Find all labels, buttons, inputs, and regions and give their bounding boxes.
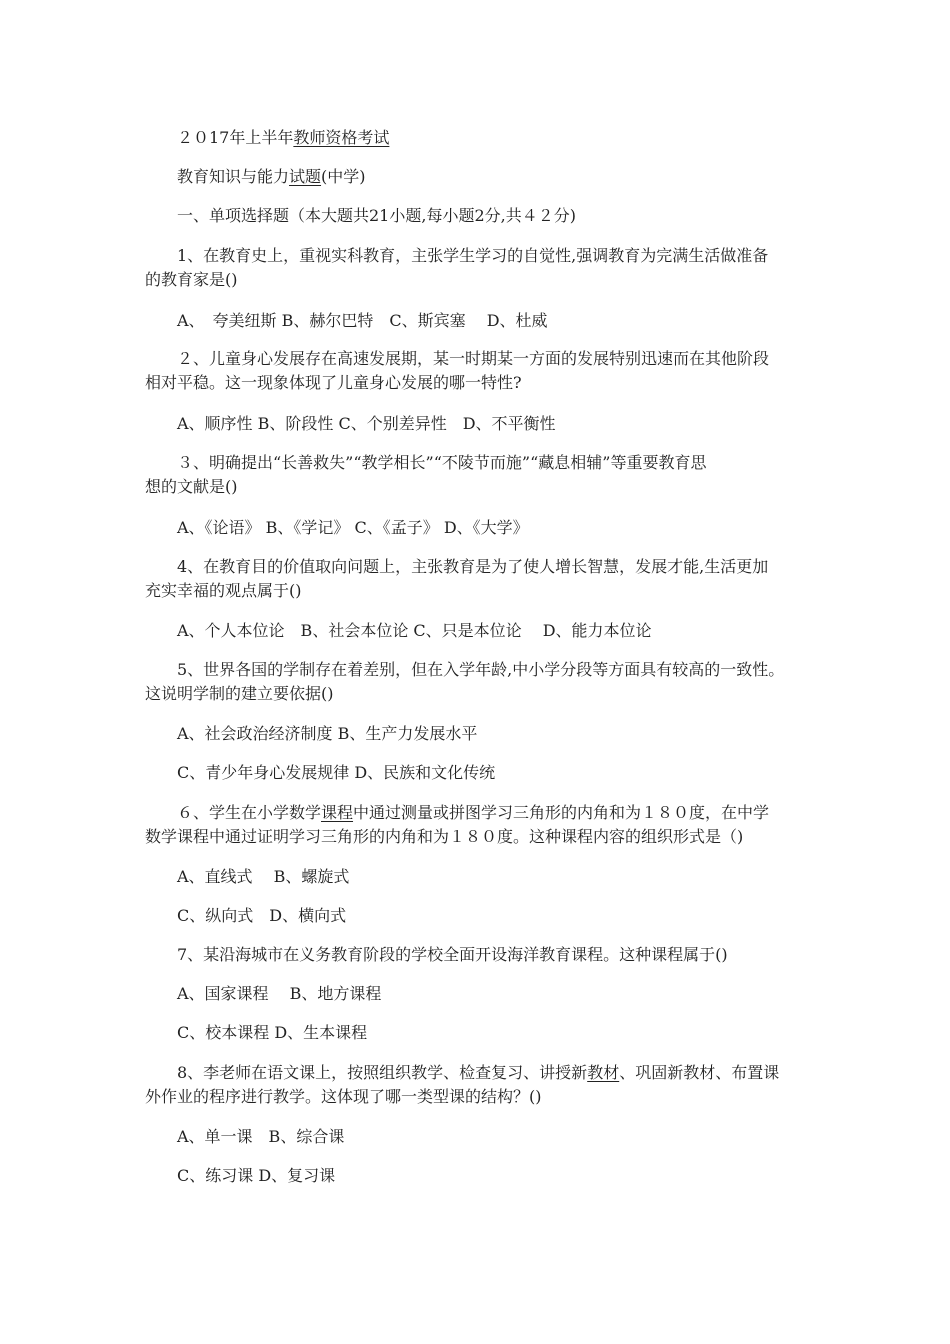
question-8-stem-suffix: 、巩固新教材、布置课 — [619, 1063, 780, 1082]
question-1-options: A、 夸美纽斯 B、赫尔巴特 C、斯宾塞 D、杜威 — [177, 311, 548, 330]
question-8-stem-line2: 外作业的程序进行教学。这体现了哪一类型课的结构？() — [145, 1087, 542, 1106]
question-8-stem — [145, 1061, 810, 1109]
question-3-options: A、《论语》 B、《学记》 C、《孟子》 D、《大学》 — [177, 518, 529, 537]
question-6-stem-line2: 数学课程中通过证明学习三角形的内角和为１８０度。这种课程内容的组织形式是（) — [145, 827, 744, 846]
question-1-stem — [145, 244, 810, 292]
question-8-stem-line1 — [145, 1061, 810, 1085]
question-1-stem-line1: 1、在教育史上，重视实科教育，主张学生学习的自觉性,强调教育为完满生活做准备 — [177, 246, 769, 265]
question-2-stem-line2: 相对平稳。这一现象体现了儿童身心发展的哪一特性? — [145, 373, 522, 392]
question-2-options: A、顺序性 B、阶段性 C、个别差异性 D、不平衡性 — [177, 414, 556, 433]
question-6-options-line1: A、直线式 B、螺旋式 — [177, 867, 350, 886]
question-7-options-line1: A、国家课程 B、地方课程 — [177, 984, 382, 1003]
question-7-stem: 7、某沿海城市在义务教育阶段的学校全面开设海洋教育课程。这种课程属于() — [177, 945, 728, 964]
question-5-stem-line1: 5、世界各国的学制存在着差别，但在入学年龄,中小学分段等方面具有较高的一致性。 — [177, 660, 785, 679]
question-8-textbook-link[interactable]: 教材 — [587, 1063, 620, 1082]
exam-subtitle-prefix: 教育知识与能力 — [177, 167, 290, 186]
question-7-options-line2: C、校本课程 D、生本课程 — [177, 1023, 368, 1042]
question-3-stem — [145, 451, 810, 499]
question-3-stem-line2: 想的文献是() — [145, 477, 238, 496]
question-5-stem-line2: 这说明学制的建立要依据() — [145, 684, 334, 703]
question-6-stem-line1 — [145, 801, 810, 825]
question-6-options-line2: C、纵向式 D、横向式 — [177, 906, 347, 925]
exam-subtitle-suffix: (中学) — [321, 167, 366, 186]
question-2-stem — [145, 347, 810, 395]
question-6-stem-prefix: ６、学生在小学数学 — [177, 803, 322, 822]
question-4-options: A、个人本位论 B、社会本位论 C、只是本位论 D、能力本位论 — [177, 621, 652, 640]
exam-title-link[interactable]: 教师资格考试 — [293, 128, 390, 147]
question-1-stem-line2: 的教育家是() — [145, 270, 238, 289]
question-8-stem-prefix: 8、李老师在语文课上，按照组织教学、检查复习、讲授新 — [177, 1063, 588, 1082]
question-5-options-line1: A、社会政治经济制度 B、生产力发展水平 — [177, 724, 478, 743]
exam-title-prefix: ２０17年上半年 — [177, 128, 294, 147]
question-8-options-line2: C、练习课 D、复习课 — [177, 1166, 336, 1185]
question-6-course-link[interactable]: 课程 — [321, 803, 354, 822]
exam-subtitle — [145, 166, 842, 188]
question-6-stem — [145, 801, 810, 849]
exam-subtitle-link[interactable]: 试题 — [289, 167, 322, 186]
question-6-stem-suffix: 中通过测量或拼图学习三角形的内角和为１８０度，在中学 — [353, 803, 770, 822]
question-5-options-line2: C、青少年身心发展规律 D、民族和文化传统 — [177, 763, 496, 782]
exam-title — [145, 127, 842, 149]
question-5-stem — [145, 658, 810, 706]
section-heading: 一、单项选择题（本大题共21小题,每小题2分,共４２分) — [177, 206, 576, 225]
question-4-stem-line2: 充实幸福的观点属于() — [145, 581, 302, 600]
question-4-stem — [145, 555, 810, 603]
question-4-stem-line1: 4、在教育目的价值取向问题上，主张教育是为了使人增长智慧，发展才能,生活更加 — [177, 557, 769, 576]
question-2-stem-line1: ２、儿童身心发展存在高速发展期，某一时期某一方面的发展特别迅速而在其他阶段 — [177, 349, 770, 368]
question-8-options-line1: A、单一课 B、综合课 — [177, 1127, 345, 1146]
question-3-stem-line1: ３、明确提出“长善救失”“教学相长”“不陵节而施”“藏息相辅”等重要教育思 — [177, 453, 707, 472]
